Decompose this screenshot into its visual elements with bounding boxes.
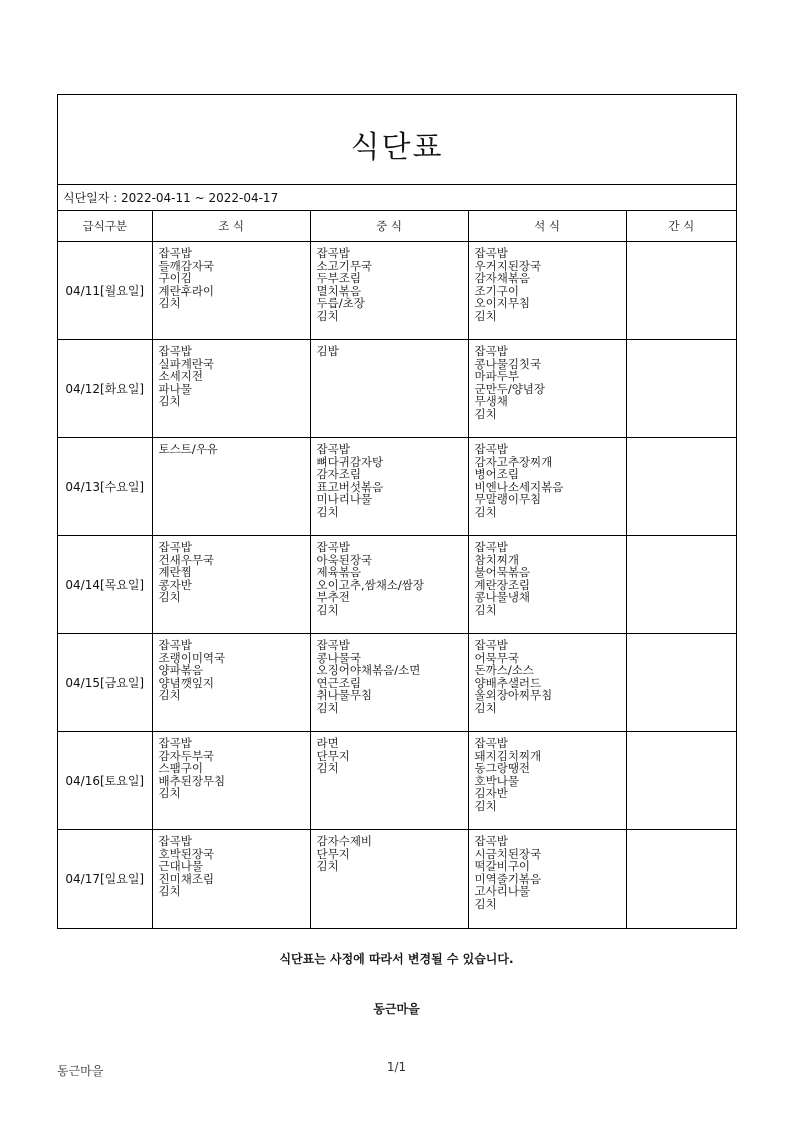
menu-item: 김치 (316, 602, 339, 617)
snack-menu-cell (626, 536, 736, 634)
menu-item: 토스트/우유 (158, 442, 218, 456)
menu-item: 김치 (474, 798, 497, 813)
menu-item: 미역줄기볶음 (474, 871, 542, 886)
menu-item: 잡곡밥 (474, 638, 508, 652)
document-title: 식단표 (58, 95, 736, 185)
menu-item: 잡곡밥 (158, 540, 192, 554)
menu-item: 양배추샐러드 (474, 675, 542, 690)
menu-item: 군만두/양념장 (474, 381, 546, 396)
menu-item: 잡곡밥 (158, 246, 192, 260)
menu-item: 병어조림 (474, 467, 519, 481)
menu-item: 무말랭이무침 (474, 492, 542, 506)
menu-item: 소세지전 (158, 369, 203, 383)
meal-table-body (58, 242, 736, 928)
table-row (58, 536, 736, 634)
menu-item: 배추된장무침 (158, 773, 226, 788)
snack-menu-cell (626, 830, 736, 928)
lunch-menu-cell (310, 438, 468, 536)
menu-item: 시금치된장국 (474, 846, 542, 861)
table-row (58, 340, 736, 438)
menu-item: 콩나물국 (316, 650, 361, 665)
dinner-menu-cell (468, 634, 626, 732)
menu-item: 소고기무국 (316, 258, 373, 273)
menu-item: 건새우무국 (158, 552, 215, 567)
menu-item: 참치찌개 (474, 552, 519, 567)
menu-item: 떡갈비구이 (474, 859, 531, 873)
menu-item: 단무지 (316, 846, 350, 861)
menu-item: 오징어야채볶음/소면 (316, 663, 421, 677)
menu-item: 잡곡밥 (474, 736, 508, 750)
day-date: 04/13[수요일] (58, 438, 152, 536)
dinner-menu-cell (468, 242, 626, 340)
meal-period: 식단일자 : 2022-04-11 ~ 2022-04-17 (58, 185, 736, 211)
menu-item: 오이고추,쌈채소/쌈장 (316, 577, 425, 592)
menu-item: 무생채 (474, 394, 508, 408)
table-row (58, 242, 736, 340)
dinner-menu-cell (468, 438, 626, 536)
menu-item: 호박된장국 (158, 846, 215, 861)
snack-menu-cell (626, 438, 736, 536)
menu-item: 두부조림 (316, 271, 361, 285)
menu-item: 비엔나소세지볶음 (474, 479, 564, 494)
menu-item: 잡곡밥 (158, 736, 192, 750)
day-date: 04/14[목요일] (58, 536, 152, 634)
menu-item: 마파두부 (474, 369, 519, 383)
snack-menu-cell (626, 732, 736, 830)
header-breakfast: 조 식 (152, 211, 310, 242)
change-notice: 식단표는 사정에 따라서 변경될 수 있습니다. (279, 952, 514, 966)
breakfast-menu-cell (152, 438, 310, 536)
menu-item: 근대나물 (158, 859, 203, 873)
menu-item: 계란찜 (158, 565, 192, 579)
table-row (58, 732, 736, 830)
breakfast-menu-cell (152, 732, 310, 830)
menu-item: 김치 (316, 859, 339, 873)
menu-item: 표고버섯볶음 (316, 479, 384, 494)
menu-item: 아욱된장국 (316, 552, 373, 567)
menu-item: 멸치볶음 (316, 283, 361, 298)
menu-item: 감자두부국 (158, 748, 215, 763)
header-dinner: 석 식 (468, 211, 626, 242)
menu-item: 오이지무침 (474, 296, 531, 310)
menu-item: 김치 (474, 602, 497, 617)
menu-item: 김자반 (474, 786, 508, 800)
header-lunch: 중 식 (310, 211, 468, 242)
meal-plan-sheet (57, 94, 737, 929)
menu-item: 제육볶음 (316, 565, 361, 579)
lunch-menu-cell (310, 634, 468, 732)
menu-item: 잡곡밥 (158, 638, 192, 652)
dinner-menu-cell (468, 536, 626, 634)
table-row (58, 634, 736, 732)
menu-item: 잡곡밥 (316, 442, 350, 456)
header-category: 급식구분 (58, 211, 152, 242)
table-header-row (58, 211, 736, 242)
menu-item: 잡곡밥 (474, 246, 508, 260)
dinner-menu-cell (468, 340, 626, 438)
menu-item: 콩나물김칫국 (474, 356, 542, 371)
lunch-menu-cell (310, 830, 468, 928)
menu-item: 구이김 (158, 271, 192, 285)
menu-item: 파나물 (158, 381, 192, 396)
organization-name: 동근마을 (373, 1002, 420, 1016)
menu-item: 감자조림 (316, 467, 361, 481)
menu-item: 미나리나물 (316, 492, 373, 506)
menu-item: 감자채볶음 (474, 271, 531, 285)
menu-item: 김치 (316, 761, 339, 775)
snack-menu-cell (626, 634, 736, 732)
menu-item: 김치 (158, 394, 181, 408)
menu-item: 잡곡밥 (474, 834, 508, 848)
dinner-menu-cell (468, 830, 626, 928)
menu-item: 김치 (474, 700, 497, 715)
menu-item: 콩자반 (158, 577, 192, 592)
menu-item: 진미채조림 (158, 871, 215, 886)
menu-item: 단무지 (316, 748, 350, 763)
menu-item: 양념깻잎지 (158, 675, 215, 690)
lunch-menu-cell (310, 536, 468, 634)
menu-item: 잡곡밥 (474, 344, 508, 358)
lunch-menu-cell (310, 732, 468, 830)
day-date: 04/17[일요일] (58, 830, 152, 928)
menu-item: 잡곡밥 (316, 638, 350, 652)
menu-item: 김치 (316, 504, 339, 519)
menu-item: 울외장아찌무침 (474, 688, 553, 702)
day-date: 04/11[월요일] (58, 242, 152, 340)
menu-item: 김치 (158, 688, 181, 702)
menu-item: 스팸구이 (158, 761, 203, 775)
day-date: 04/15[금요일] (58, 634, 152, 732)
menu-item: 우거지된장국 (474, 258, 542, 273)
lunch-menu-cell (310, 242, 468, 340)
dinner-menu-cell (468, 732, 626, 830)
menu-item: 어묵무국 (474, 650, 519, 665)
menu-item: 김치 (158, 590, 181, 604)
menu-item: 취나물무침 (316, 688, 373, 702)
menu-item: 조기구이 (474, 283, 519, 298)
menu-item: 두릅/초장 (316, 296, 365, 310)
menu-item: 돈까스/소스 (474, 663, 534, 677)
menu-item: 콩나물냉채 (474, 590, 531, 604)
breakfast-menu-cell (152, 536, 310, 634)
table-row (58, 438, 736, 536)
menu-item: 계란후라이 (158, 283, 215, 298)
page-number: 1/1 (386, 1060, 407, 1074)
menu-item: 김치 (158, 786, 181, 800)
menu-item: 뼈다귀감자탕 (316, 454, 384, 469)
day-date: 04/12[화요일] (58, 340, 152, 438)
table-row (58, 830, 736, 928)
menu-item: 감자고추장찌개 (474, 454, 553, 469)
menu-item: 불어묵볶음 (474, 565, 531, 579)
menu-item: 돼지김치찌개 (474, 748, 542, 763)
menu-item: 라면 (316, 736, 339, 750)
menu-item: 감자수제비 (316, 834, 373, 848)
menu-item: 들깨감자국 (158, 258, 215, 273)
breakfast-menu-cell (152, 242, 310, 340)
menu-item: 잡곡밥 (158, 344, 192, 358)
menu-item: 연근조림 (316, 675, 361, 690)
menu-item: 김치 (316, 308, 339, 323)
menu-item: 김치 (158, 296, 181, 310)
menu-item: 잡곡밥 (158, 834, 192, 848)
menu-item: 부추전 (316, 590, 350, 604)
day-date: 04/16[토요일] (58, 732, 152, 830)
menu-item: 조랭이미역국 (158, 650, 226, 665)
menu-item: 호박나물 (474, 773, 519, 788)
meal-table (58, 211, 736, 928)
header-snack: 간 식 (626, 211, 736, 242)
menu-item: 잡곡밥 (474, 442, 508, 456)
menu-item: 김치 (474, 308, 497, 323)
menu-item: 동그랑땡전 (474, 761, 531, 775)
menu-item: 잡곡밥 (316, 246, 350, 260)
menu-item: 김치 (316, 700, 339, 715)
menu-item: 김치 (474, 896, 497, 911)
menu-item: 김치 (474, 504, 497, 519)
breakfast-menu-cell (152, 634, 310, 732)
snack-menu-cell (626, 242, 736, 340)
breakfast-menu-cell (152, 830, 310, 928)
menu-item: 잡곡밥 (474, 540, 508, 554)
snack-menu-cell (626, 340, 736, 438)
menu-item: 고사리나물 (474, 884, 531, 898)
menu-item: 계란장조림 (474, 577, 531, 592)
menu-item: 김밥 (316, 344, 339, 358)
menu-item: 김치 (158, 884, 181, 898)
menu-item: 실파계란국 (158, 356, 215, 371)
lunch-menu-cell (310, 340, 468, 438)
footer-organization: 동근마을 (57, 1064, 104, 1078)
breakfast-menu-cell (152, 340, 310, 438)
menu-item: 양파볶음 (158, 663, 203, 677)
menu-item: 김치 (474, 406, 497, 421)
menu-item: 잡곡밥 (316, 540, 350, 554)
